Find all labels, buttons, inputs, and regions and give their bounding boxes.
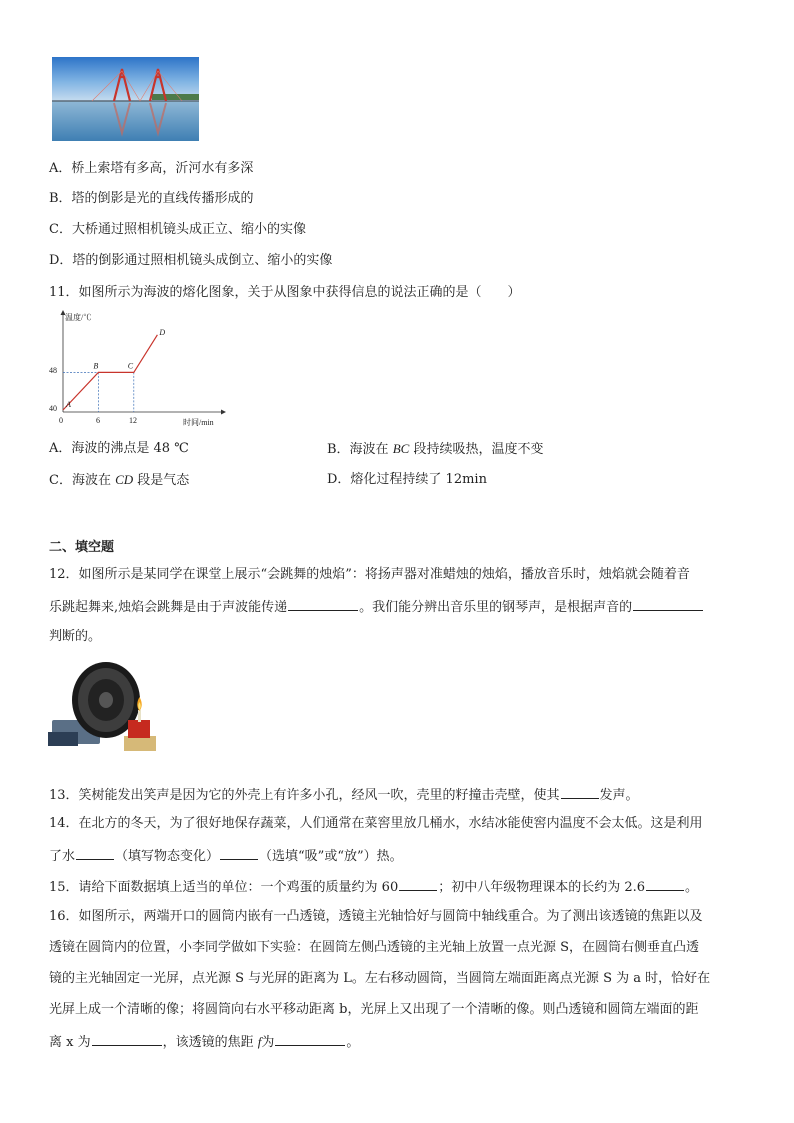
point-label-c: C bbox=[127, 361, 134, 371]
q11-stem: 11．如图所示为海波的熔化图象，关于从图象中获得信息的说法正确的是（ ） bbox=[49, 285, 521, 300]
q13-line: 13．笑树能发出笑声是因为它的外壳上有许多小孔，经风一吹，壳里的籽撞击壳壁，使其 发声。 bbox=[49, 785, 639, 805]
answer-blank[interactable] bbox=[646, 877, 684, 891]
q11-option-b: B．海波在 BC 段持续吸热，温度不变 bbox=[327, 441, 544, 457]
y-tick-48: 48 bbox=[49, 366, 57, 375]
q14-line-1: 14．在北方的冬天，为了很好地保存蔬菜，人们通常在菜窖里放几桶水，水结冰能使窖内温度不会太低。这是利用 bbox=[49, 816, 703, 831]
x-axis-label: 时间/min bbox=[183, 418, 214, 427]
melting-graph bbox=[45, 308, 230, 432]
q11-option-d: D．熔化过程持续了 12min bbox=[327, 472, 487, 487]
answer-blank[interactable] bbox=[76, 846, 114, 860]
q16-line-3: 镜的主光轴固定一光屏，点光源 S 与光屏的距离为 L。左右移动圆筒，当圆筒左端面距离点光源 S 为 a 时，恰好在 bbox=[49, 971, 711, 986]
speaker-candle-photo bbox=[48, 660, 163, 753]
x-tick-12: 12 bbox=[129, 416, 137, 425]
bridge-photo bbox=[52, 57, 199, 141]
q12-line-3: 判断的。 bbox=[49, 629, 102, 644]
answer-blank[interactable] bbox=[92, 1032, 162, 1046]
y-tick-40: 40 bbox=[49, 404, 57, 413]
point-label-d: D bbox=[159, 327, 166, 337]
q10-option-c: C．大桥通过照相机镜头成正立、缩小的实像 bbox=[49, 222, 306, 237]
q11-option-c: C．海波在 CD 段是气态 bbox=[49, 472, 190, 488]
x-tick-6: 6 bbox=[96, 416, 100, 425]
section-heading: 二、填空题 bbox=[49, 540, 115, 555]
point-label-a: A bbox=[66, 400, 71, 409]
q15-line: 15．请给下面数据填上适当的单位：一个鸡蛋的质量约为 60 ；初中八年级物理课本的长约为 2.6 。 bbox=[49, 877, 698, 897]
answer-blank[interactable] bbox=[288, 597, 358, 611]
q10-option-b: B．塔的倒影是光的直线传播形成的 bbox=[49, 191, 254, 206]
q16-line-2: 透镜在圆筒内的位置，小李同学做如下实验：在圆筒左侧凸透镜的主光轴上放置一点光源 S，在圆筒右侧垂直凸透 bbox=[49, 940, 700, 955]
q11-option-a: A．海波的沸点是 48 ℃ bbox=[49, 441, 189, 456]
q16-line-5: 离 x 为 ，该透镜的焦距 f为 。 bbox=[49, 1034, 360, 1050]
answer-blank[interactable] bbox=[399, 877, 437, 891]
answer-blank[interactable] bbox=[220, 846, 258, 860]
y-axis-label: 温度/℃ bbox=[65, 313, 92, 322]
q10-option-a: A．桥上索塔有多高，沂河水有多深 bbox=[49, 161, 254, 176]
x-tick-0: 0 bbox=[59, 416, 63, 425]
q16-line-1: 16．如图所示，两端开口的圆筒内嵌有一凸透镜，透镜主光轴恰好与圆筒中轴线重合。为了测出该透镜的焦距以及 bbox=[49, 909, 703, 924]
answer-blank[interactable] bbox=[275, 1032, 345, 1046]
q16-line-4: 光屏上成一个清晰的像；将圆筒向右水平移动距离 b，光屏上又出现了一个清晰的像。则凸透镜和圆筒左端面的距 bbox=[49, 1002, 699, 1017]
point-label-b: B bbox=[93, 361, 99, 371]
q12-line-2: 乐跳起舞来,烛焰会跳舞是由于声波能传递 。我们能分辨出音乐里的钢琴声，是根据声音的 bbox=[49, 597, 704, 617]
q14-line-2: 了水 （填写物态变化） （选填“吸”或“放”）热。 bbox=[49, 846, 403, 866]
q10-option-d: D．塔的倒影通过照相机镜头成倒立、缩小的实像 bbox=[49, 253, 333, 268]
answer-blank[interactable] bbox=[633, 597, 703, 611]
answer-blank[interactable] bbox=[561, 785, 599, 799]
q12-line-1: 12．如图所示是某同学在课堂上展示“会跳舞的烛焰”：将扬声器对准蜡烛的烛焰，播放音乐时，烛焰就会随着音 bbox=[49, 567, 690, 582]
